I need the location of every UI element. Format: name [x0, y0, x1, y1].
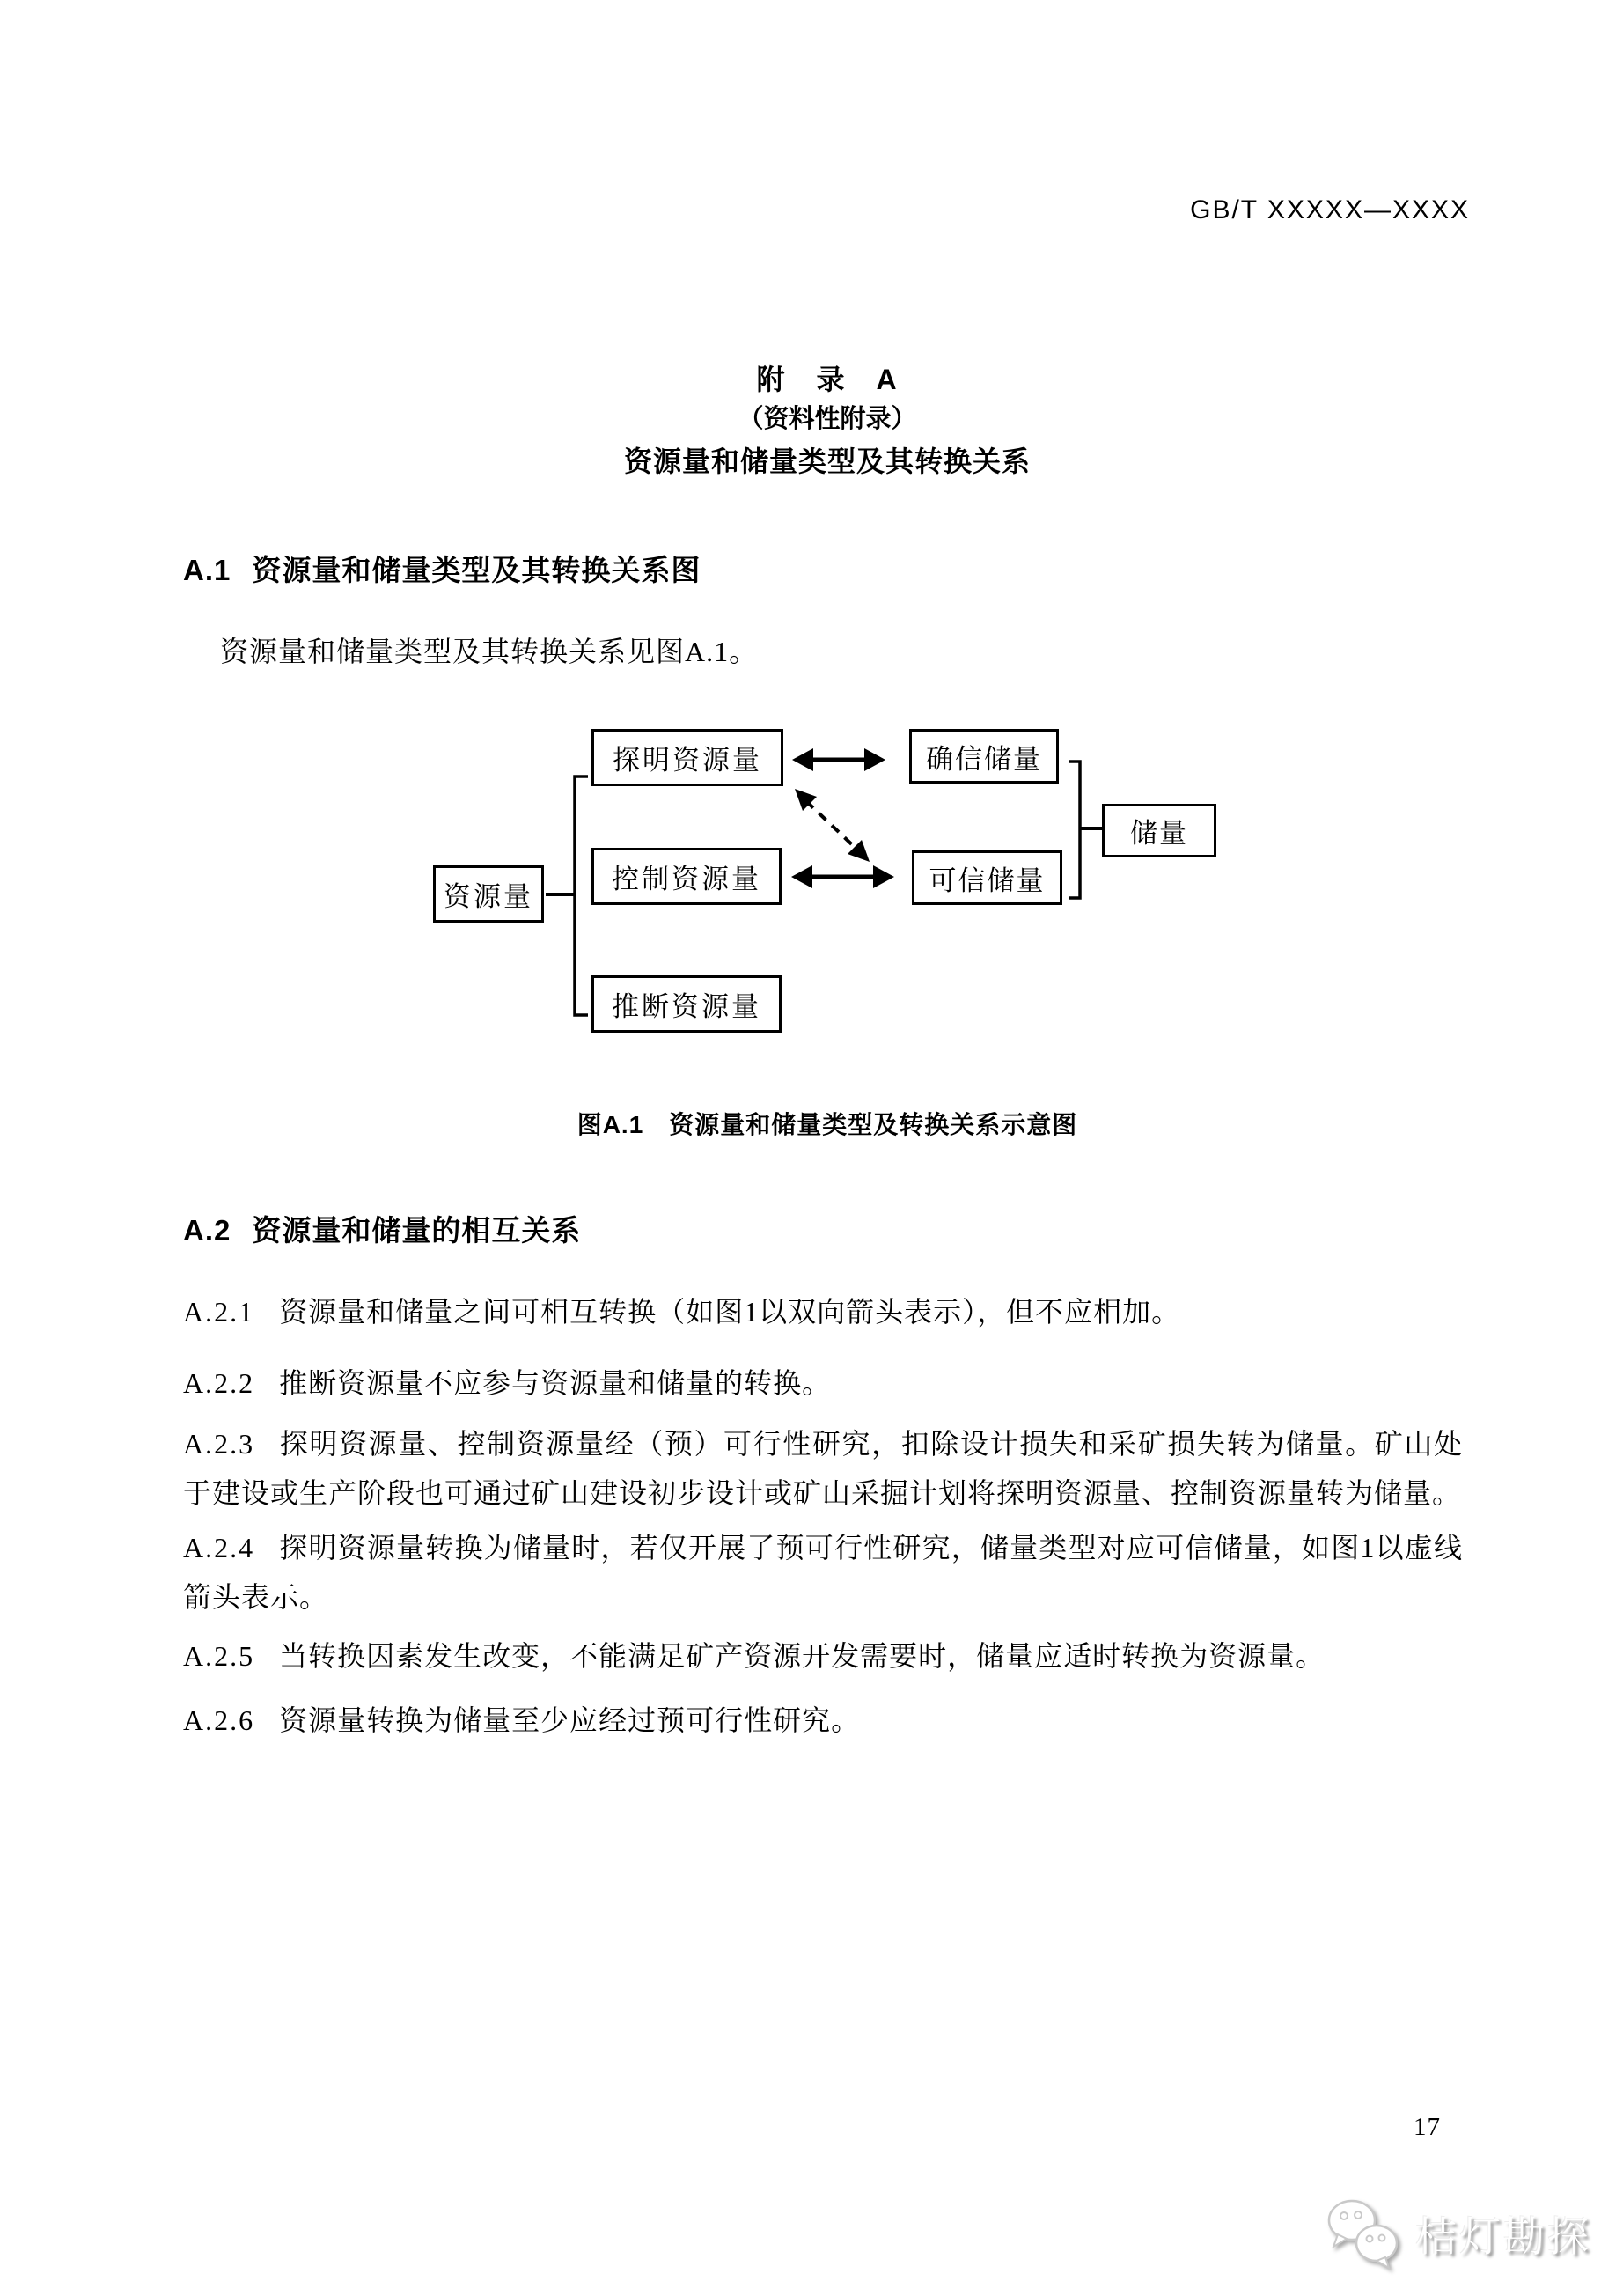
watermark-text: 桔灯勘探: [1415, 2212, 1591, 2260]
clause-a26: [183, 1696, 1463, 1745]
section-a2-heading: [183, 1208, 1468, 1249]
double-arrow-middle: [791, 865, 894, 888]
watermark: [1326, 2194, 1616, 2273]
box-resources: 资源量: [433, 865, 544, 923]
right-bracket: [1069, 762, 1080, 898]
appendix-title: 附 录 A: [756, 364, 899, 395]
section-a1-number: A.1: [183, 554, 231, 586]
box-indicated-resources: 控制资源量: [591, 848, 782, 905]
clause-a22: [183, 1358, 1463, 1408]
section-a1-paragraph: 资源量和储量类型及其转换关系见图A.1。: [220, 636, 759, 667]
box-probable-reserves: 可信储量: [912, 850, 1062, 905]
box-proved-reserves: 确信储量: [909, 729, 1059, 784]
wechat-logo-icon: [1326, 2197, 1406, 2270]
clause-a22-text: 推断资源量不应参与资源量和储量的转换。: [279, 1367, 832, 1399]
section-a1-heading-text: 资源量和储量类型及其转换关系图: [252, 554, 701, 586]
section-a2-number: A.2: [183, 1214, 231, 1247]
appendix-name: 资源量和储量类型及其转换关系: [623, 445, 1031, 477]
clause-a26-text: 资源量转换为储量至少应经过预可行性研究。: [279, 1704, 861, 1736]
clause-a21-text: 资源量和储量之间可相互转换（如图1以双向箭头表示），但不应相加。: [279, 1296, 1181, 1328]
clause-a22-number: A.2.2: [183, 1367, 255, 1399]
clause-a23: [183, 1419, 1463, 1518]
double-arrow-top: [792, 748, 885, 771]
box-measured-resources: 探明资源量: [591, 729, 783, 786]
standard-number: GB/T XXXXX—XXXX: [1190, 195, 1470, 224]
clause-a23-text: 探明资源量、控制资源量经（预）可行性研究，扣除设计损失和采矿损失转为储量。矿山处于建设或生产阶段也可通过矿山建设初步设计或矿山采掘计划将探明资源量、控制资源量转为储量。: [183, 1428, 1463, 1509]
clause-a21-number: A.2.1: [183, 1296, 255, 1328]
clause-a24-text: 探明资源量转换为储量时，若仅开展了预可行性研究，储量类型对应可信储量，如图1以虚线箭头表示。: [183, 1532, 1463, 1613]
dashed-double-arrow: [795, 789, 870, 862]
clause-a23-number: A.2.3: [183, 1428, 255, 1460]
appendix-subtitle: （资料性附录）: [738, 405, 917, 433]
box-reserves: 储量: [1102, 804, 1216, 857]
clause-a25-number: A.2.5: [183, 1640, 255, 1672]
clause-a24-number: A.2.4: [183, 1532, 255, 1564]
box-inferred-resources: 推断资源量: [591, 975, 782, 1033]
left-bracket: [575, 776, 588, 1015]
clause-a21: [183, 1287, 1463, 1336]
clause-a24: [183, 1523, 1463, 1622]
clause-a25: [183, 1631, 1463, 1681]
clause-a25-text: 当转换因素发生改变，不能满足矿产资源开发需要时，储量应适时转换为资源量。: [279, 1640, 1326, 1672]
clause-a26-number: A.2.6: [183, 1704, 255, 1736]
page-number: 17: [1414, 2113, 1441, 2141]
figure-a1-diagram: [387, 704, 1267, 1056]
figure-a1-caption: 图A.1 资源量和储量类型及转换关系示意图: [576, 1111, 1078, 1138]
section-a1-heading: [183, 548, 1468, 589]
section-a2-heading-text: 资源量和储量的相互关系: [252, 1214, 582, 1247]
